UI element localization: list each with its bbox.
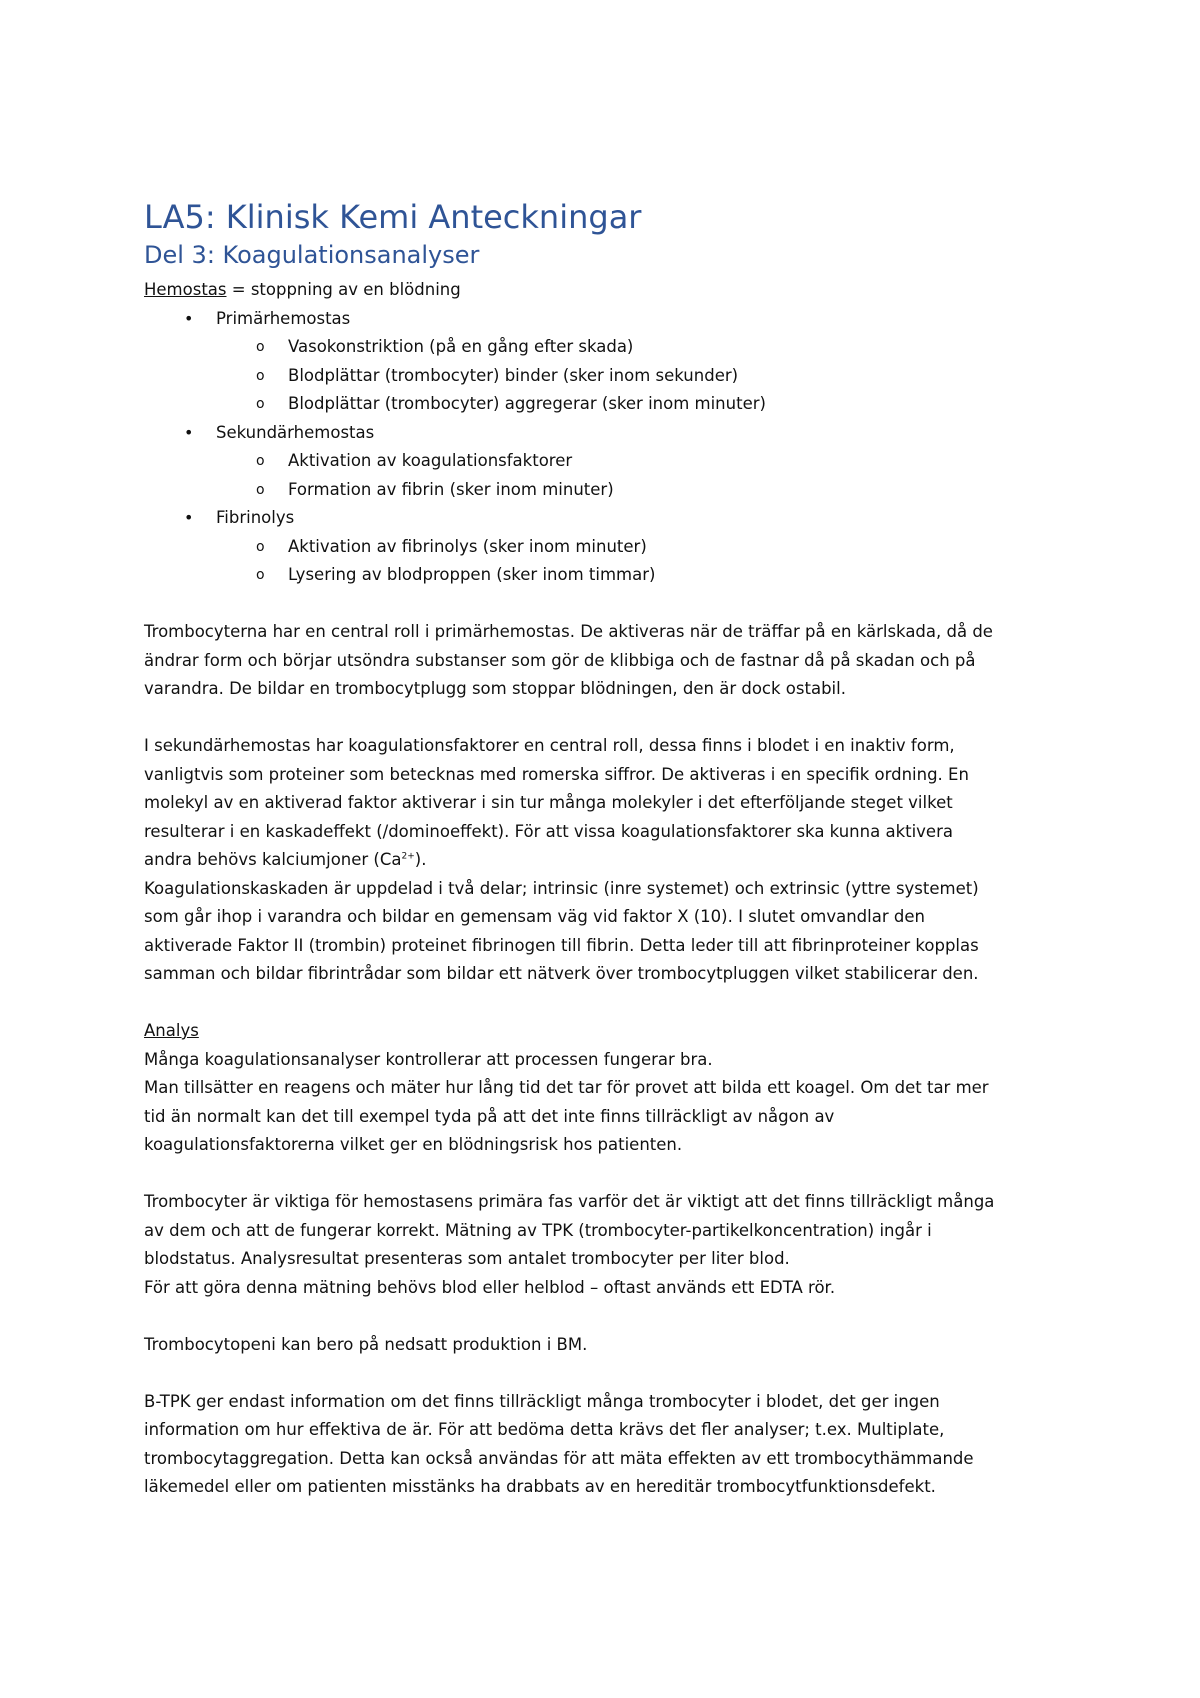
text-line: Trombocytopeni kan bero på nedsatt produktion i BM. — [144, 1334, 588, 1354]
outline-subitem-text: Aktivation av fibrinolys (sker inom minuter) — [288, 536, 647, 556]
outline-label: Fibrinolys — [216, 508, 295, 527]
text-line-calcium — [144, 846, 1084, 875]
outline-subitem-text: Vasokonstriktion (på en gång efter skada) — [288, 337, 634, 356]
outline-sublist — [216, 533, 1084, 590]
outline-subitem — [144, 390, 1084, 419]
text-line: varandra. De bildar en trombocytplugg som stoppar blödningen, den är dock ostabil. — [144, 679, 846, 698]
text-line: samman och bildar fibrintrådar som bildar ett nätverk över trombocytpluggen vilket stabilicerar den. — [144, 964, 979, 983]
text-line: vanligtvis som proteiner som betecknas med romerska siffror. De aktiveras i en specifik ordning. En — [144, 764, 969, 784]
sub-bullet-icon: o — [256, 339, 265, 355]
text-line: Trombocyterna har en central roll i primärhemostas. De aktiveras när de träffar på en kärlskada, då de — [144, 622, 993, 641]
text-line: molekyl av en aktiverad faktor aktiverar i sin tur många molekyler i det efterföljande steget vilket — [144, 793, 953, 812]
spacer — [144, 1160, 1084, 1189]
page-title: LA5: Klinisk Kemi Anteckningar — [144, 198, 642, 236]
outline-label: Primärhemostas — [216, 308, 351, 328]
text-line: Man tillsätter en reagens och mäter hur lång tid det tar för provet att bilda ett koagel. Om det tar mer — [144, 1078, 989, 1097]
outline-subitem-text: Formation av fibrin (sker inom minuter) — [288, 479, 614, 499]
sub-bullet-icon: o — [256, 481, 265, 498]
text-line: blodstatus. Analysresultat presenteras som antalet trombocyter per liter blod. — [144, 1249, 790, 1268]
outline-subitem-text: Blodplättar (trombocyter) binder (sker inom sekunder) — [288, 365, 739, 385]
text-line: aktiverade Faktor II (trombin) proteinet fibrinogen till fibrin. Detta leder till att fibrinproteiner kopplas — [144, 935, 979, 955]
outline-subitem — [144, 561, 1084, 590]
text-line: Trombocyter är viktiga för hemostasens primära fas varför det är viktigt att det finns tillräckligt många — [144, 1192, 995, 1211]
outline-subitem — [144, 533, 1084, 562]
calcium-text-end: ). — [414, 850, 427, 869]
section-heading: Del 3: Koagulationsanalyser — [144, 241, 480, 269]
sub-bullet-icon: o — [256, 538, 265, 555]
document-body — [144, 196, 1084, 1502]
spacer — [144, 590, 1084, 619]
text-line: av dem och att de fungerar korrekt. Mätning av TPK (trombocyter-partikelkoncentration) ingår i — [144, 1220, 932, 1240]
outline-subitem — [144, 333, 1084, 362]
text-line: B-TPK ger endast information om det finns tillräckligt många trombocyter i blodet, det ger ingen — [144, 1391, 940, 1411]
text-line: koagulationsfaktorerna vilket ger en blödningsrisk hos patienten. — [144, 1135, 683, 1154]
text-line: För att göra denna mätning behövs blod eller helblod – oftast används ett EDTA rör. — [144, 1277, 836, 1297]
outline-item — [144, 419, 1084, 505]
spacer — [144, 989, 1084, 1018]
text-line: som går ihop i varandra och bildar en gemensam väg vid faktor X (10). I slutet omvandlar den — [144, 907, 925, 926]
bullet-icon: • — [184, 308, 194, 328]
analys-heading: Analys — [144, 1021, 199, 1040]
outline-sublist — [216, 333, 1084, 419]
paragraph-trombocyter — [144, 618, 1084, 704]
outline-item — [144, 504, 1084, 590]
hemostas-rest: = stoppning av en blödning — [226, 280, 461, 299]
calcium-text: andra behövs kalciumjoner (Ca — [144, 850, 402, 869]
sub-bullet-icon: o — [256, 567, 265, 583]
outline-subitem-text: Aktivation av koagulationsfaktorer — [288, 451, 573, 470]
paragraph-tpk — [144, 1188, 1084, 1302]
text-line: läkemedel eller om patienten misstänks ha drabbats av en hereditär trombocytfunktionsdefekt. — [144, 1477, 936, 1496]
outline-subitem — [144, 362, 1084, 391]
outline-sublist — [216, 447, 1084, 504]
outline-subitem — [144, 476, 1084, 505]
sub-bullet-icon: o — [256, 367, 265, 384]
outline-subitem-text: Blodplättar (trombocyter) aggregerar (sker inom minuter) — [288, 394, 766, 413]
calcium-superscript: 2+ — [401, 851, 415, 862]
bullet-icon: • — [184, 422, 194, 442]
text-line: ändrar form och börjar utsöndra substanser som gör de klibbiga och de fastnar då på skadan och på — [144, 650, 976, 670]
outline-label: Sekundärhemostas — [216, 422, 375, 442]
spacer — [144, 1359, 1084, 1388]
text-line: information om hur effektiva de är. För att bedöma detta krävs det fler analyser; t.ex. Multiplate, — [144, 1420, 945, 1439]
spacer — [144, 1302, 1084, 1331]
sub-bullet-icon: o — [256, 396, 265, 412]
spacer — [144, 704, 1084, 733]
hemostas-outline — [144, 305, 1084, 590]
paragraph-btpk — [144, 1388, 1084, 1502]
hemostas-definition — [144, 276, 1084, 305]
text-line: I sekundärhemostas har koagulationsfaktorer en central roll, dessa finns i blodet i en inaktiv form, — [144, 736, 955, 755]
text-line: Koagulationskaskaden är uppdelad i två delar; intrinsic (inre systemet) och extrinsic (yttre systemet) — [144, 878, 979, 898]
paragraph-sekundarhemostas — [144, 732, 1084, 989]
text-line: tid än normalt kan det till exempel tyda på att det inte finns tillräckligt av någon av — [144, 1106, 835, 1126]
bullet-icon: • — [184, 508, 194, 527]
paragraph-trombocytopeni — [144, 1331, 1084, 1360]
sub-bullet-icon: o — [256, 453, 265, 469]
text-line: Många koagulationsanalyser kontrollerar att processen fungerar bra. — [144, 1049, 713, 1069]
outline-item — [144, 305, 1084, 419]
paragraph-analys — [144, 1046, 1084, 1160]
text-line: resulterar i en kaskadeffekt (/dominoeffekt). För att vissa koagulationsfaktorer ska kunna aktivera — [144, 821, 953, 841]
hemostas-term: Hemostas — [144, 280, 227, 299]
outline-subitem-text: Lysering av blodproppen (sker inom timmar) — [288, 565, 656, 584]
text-line: trombocytaggregation. Detta kan också användas för att mäta effekten av ett trombocythämmande — [144, 1448, 974, 1468]
outline-subitem — [144, 447, 1084, 476]
